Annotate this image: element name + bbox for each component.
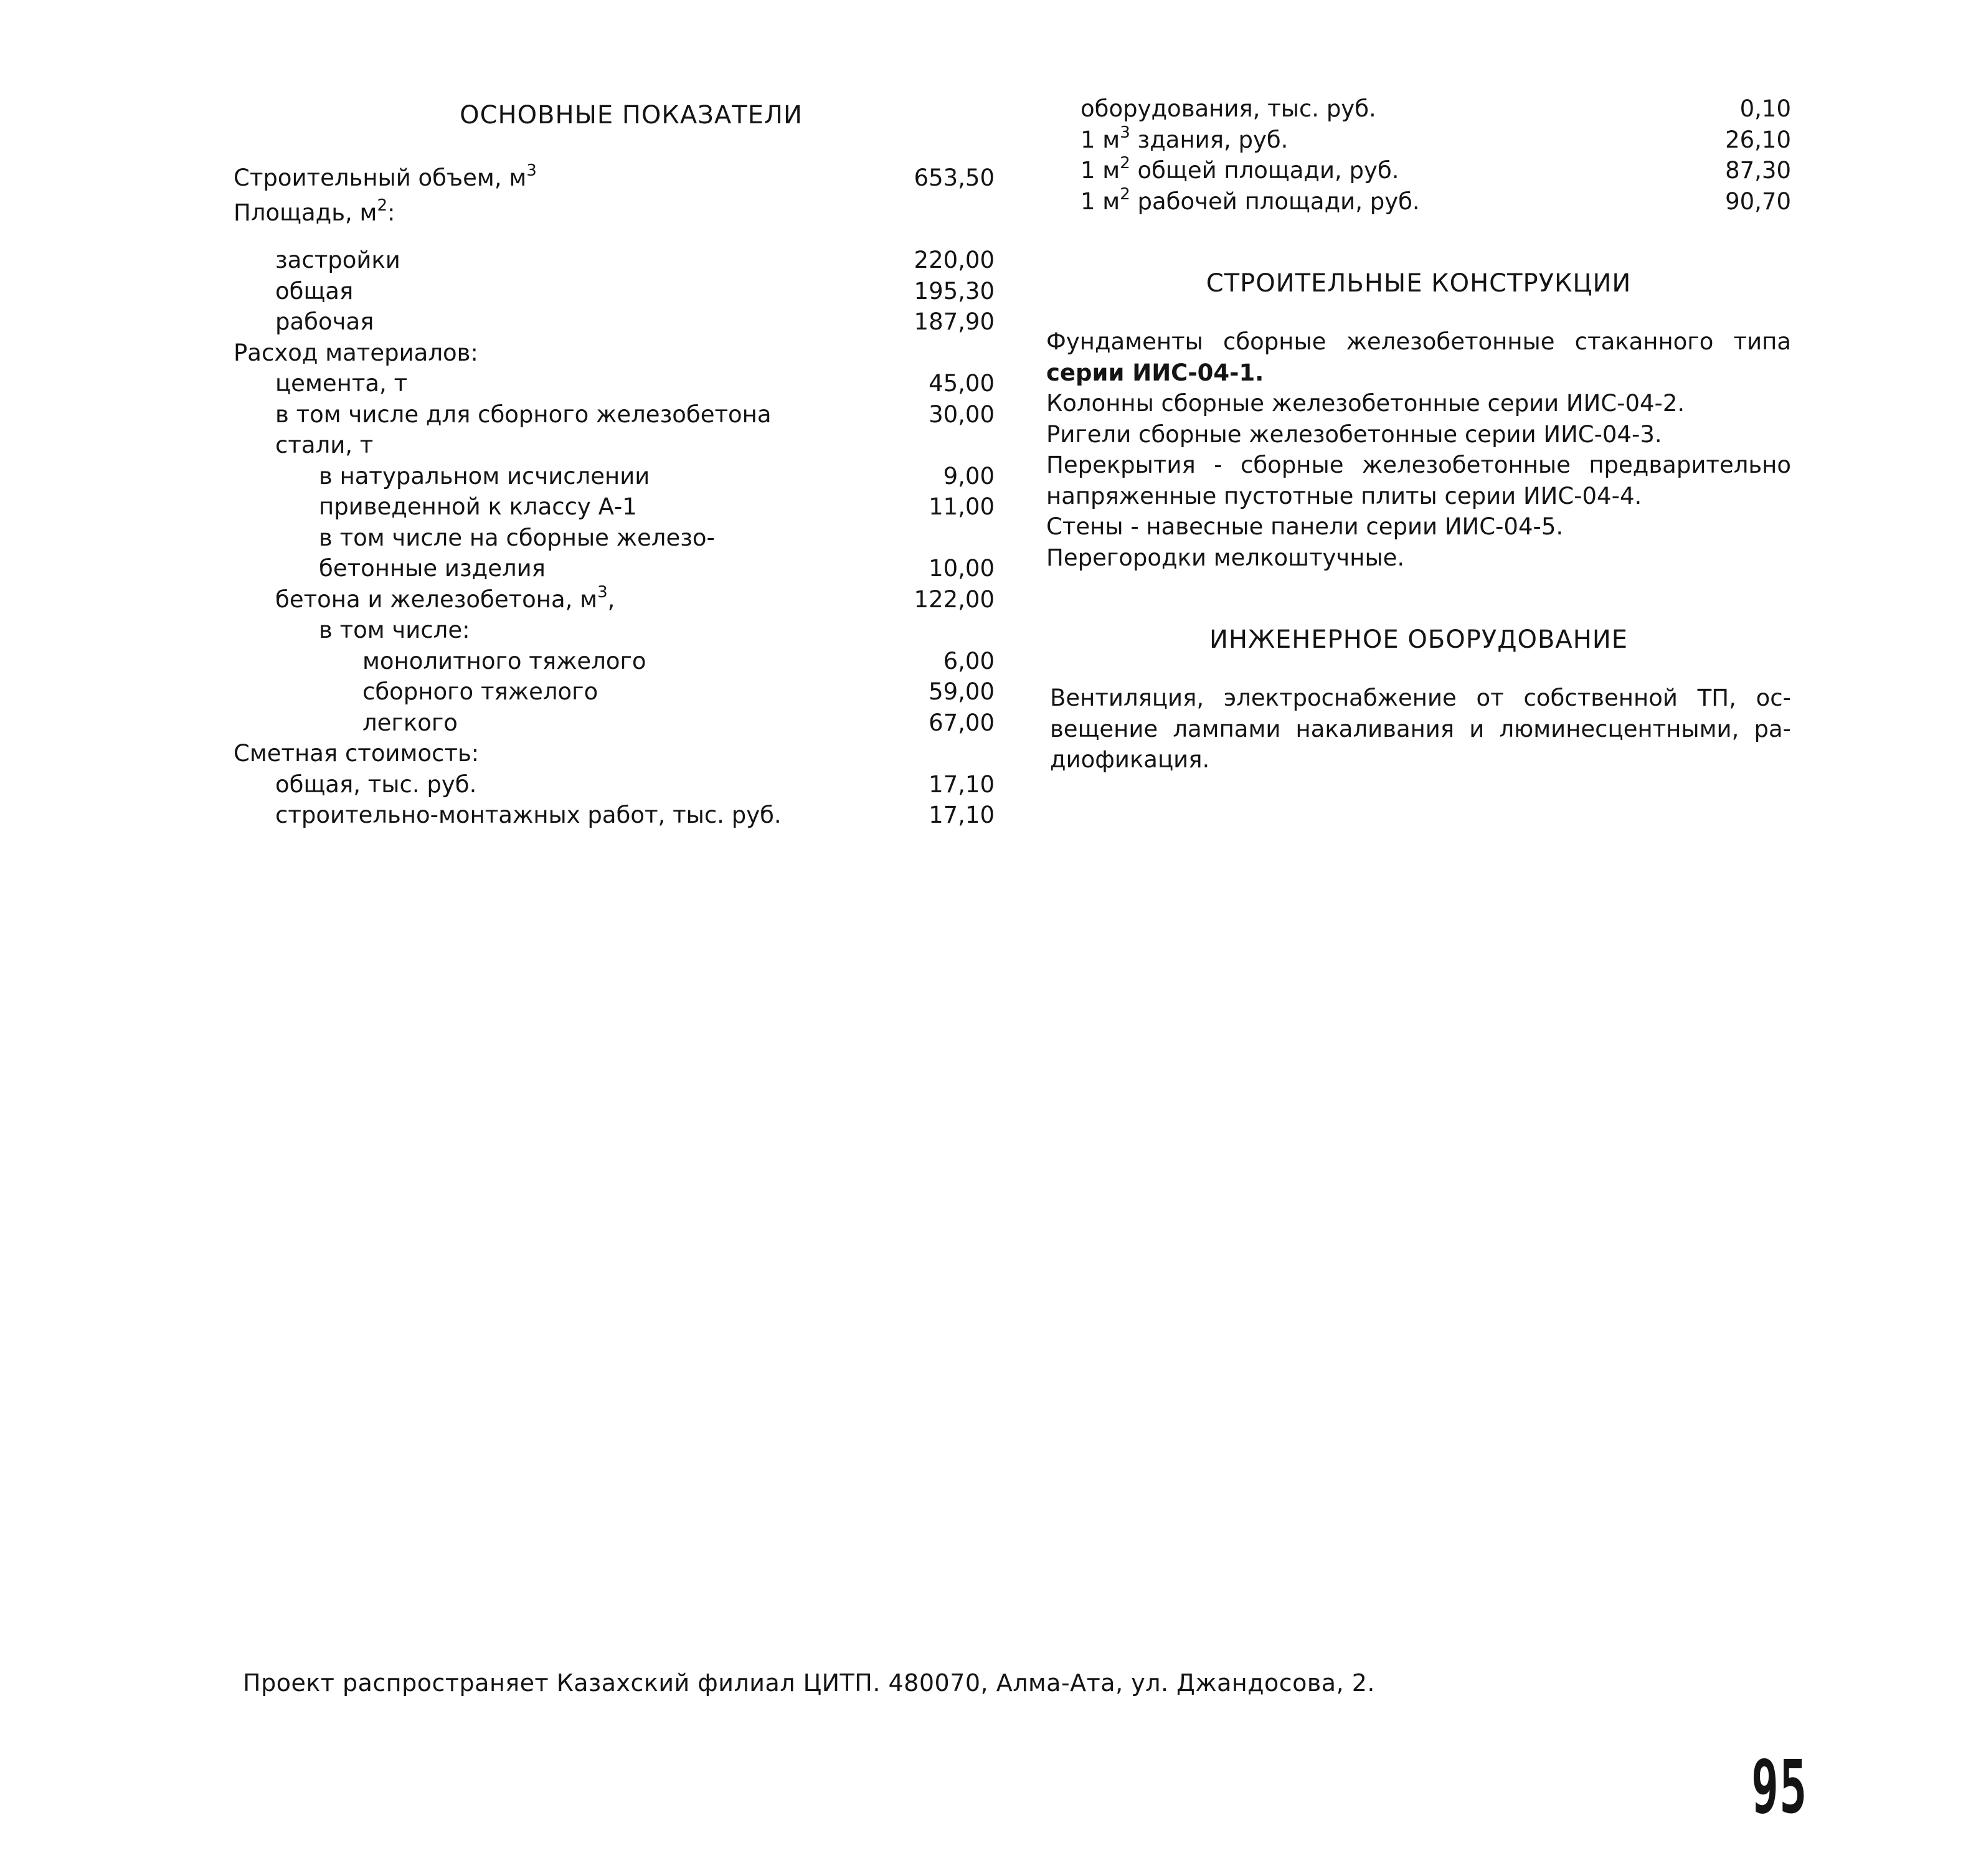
row-label: общая (275, 277, 354, 305)
row-label: цемента, т (275, 370, 408, 397)
text-line: Перегородки мелкоштучные. (1046, 544, 1405, 571)
table-row (234, 461, 995, 492)
row-label: Расход материалов: (234, 339, 478, 366)
row-label: рабочая (275, 308, 374, 335)
row-value: 11,00 (929, 493, 995, 520)
row-label: строительно-монтажных работ, тыс. руб. (275, 802, 782, 828)
row-label: Строительный объем, м (234, 164, 527, 191)
table-row (234, 708, 995, 739)
table-row (234, 338, 995, 369)
row-label: Площадь, м (234, 199, 377, 226)
unit-superscript: 2 (377, 196, 388, 215)
unit-superscript: 3 (1120, 123, 1130, 142)
row-label: общая, тыс. руб. (275, 770, 477, 798)
row-label: 1 м (1080, 126, 1120, 153)
table-row (1046, 186, 1791, 217)
row-label: в том числе на сборные железо- (319, 524, 715, 551)
engineering-text (1050, 683, 1791, 775)
table-row (234, 491, 995, 523)
text-line: Перекрытия - сборные железобетонные предварительно (1046, 452, 1791, 478)
row-value: 9,00 (943, 462, 995, 490)
left-column (234, 93, 995, 831)
row-value: 187,90 (914, 308, 995, 335)
text-line: серии ИИС-04-1. (1046, 359, 1264, 386)
table-row (234, 615, 995, 646)
row-suffix: , (607, 585, 615, 613)
table-row (1046, 155, 1791, 186)
row-label: монолитного тяжелого (362, 647, 646, 675)
row-suffix: здания, руб. (1130, 126, 1289, 153)
table-row (234, 553, 995, 584)
row-label: 1 м (1080, 157, 1120, 184)
text-line: Вентиляция, электроснабжение от собственной ТП, ос- (1050, 685, 1791, 711)
table-row (234, 399, 995, 430)
table-row (234, 800, 995, 831)
table-row (234, 523, 995, 554)
row-value: 30,00 (929, 400, 995, 428)
text-line: напряженные пустотные плиты серии ИИС-04-4. (1046, 482, 1642, 509)
row-label: в том числе: (319, 617, 470, 643)
table-row (234, 584, 995, 615)
row-suffix: : (387, 199, 395, 226)
table-row (234, 197, 995, 245)
table-row (234, 676, 995, 708)
table-row (234, 738, 995, 769)
row-value: 0,10 (1739, 95, 1791, 122)
table-row (234, 159, 995, 197)
row-value: 67,00 (929, 709, 995, 736)
row-value: 220,00 (914, 247, 995, 273)
right-column (1046, 93, 1794, 775)
table-row (234, 245, 995, 276)
structures-title: СТРОИТЕЛЬНЫЕ КОНСТРУКЦИИ (1206, 269, 1632, 298)
text-line: диофикация. (1050, 746, 1210, 773)
structures-text (1046, 326, 1791, 573)
unit-superscript: 2 (1120, 184, 1130, 204)
row-value: 653,50 (914, 164, 995, 191)
row-label: сборного тяжелого (362, 678, 598, 705)
table-row (234, 306, 995, 338)
row-label: легкого (362, 709, 458, 736)
row-value: 195,30 (914, 277, 995, 305)
table-row (1046, 93, 1791, 125)
text-line: Ригели сборные железобетонные серии ИИС-04-3. (1046, 420, 1662, 448)
row-value: 122,00 (914, 585, 995, 613)
text-line: Колонны сборные железобетонные серии ИИС-04-2. (1046, 390, 1685, 417)
row-label: оборудования, тыс. руб. (1080, 95, 1376, 122)
row-value: 10,00 (929, 555, 995, 582)
indicators-table (234, 159, 995, 831)
row-value: 26,10 (1725, 126, 1791, 153)
row-label: Сметная стоимость: (234, 740, 480, 767)
unit-superscript: 3 (526, 161, 537, 180)
text-line: Стены - навесные панели серии ИИС-04-5. (1046, 513, 1564, 540)
table-row (234, 646, 995, 677)
row-value: 59,00 (929, 678, 995, 705)
table-row (234, 276, 995, 307)
indicators-continued (1046, 93, 1791, 217)
table-row (234, 769, 995, 800)
row-label: в том числе для сборного железобетона (275, 400, 772, 428)
row-suffix: рабочей площади, руб. (1130, 187, 1420, 215)
row-value: 45,00 (929, 370, 995, 397)
row-suffix: общей площади, руб. (1130, 157, 1399, 184)
row-label: стали, т (275, 432, 374, 458)
unit-superscript: 2 (1120, 154, 1130, 173)
row-value: 17,10 (929, 802, 995, 828)
table-row (234, 368, 995, 399)
unit-superscript: 3 (597, 582, 608, 602)
distributor-note: Проект распространяет Казахский филиал ЦИТП. 480070, Алма-Ата, ул. Джандосова, 2. (243, 1669, 1375, 1697)
engineering-title: ИНЖЕНЕРНОЕ ОБОРУДОВАНИЕ (1209, 625, 1629, 654)
text-line: вещение лампами накаливания и люминесцентными, ра- (1050, 715, 1791, 742)
row-label: в натуральном исчислении (319, 462, 650, 490)
table-row (234, 430, 995, 461)
row-value: 17,10 (929, 770, 995, 798)
row-label: бетонные изделия (319, 555, 546, 582)
row-value: 87,30 (1725, 157, 1791, 184)
row-label: бетона и железобетона, м (275, 585, 598, 613)
row-label: застройки (275, 247, 400, 273)
row-label: 1 м (1080, 187, 1120, 215)
table-row (1046, 125, 1791, 156)
text-line: Фундаменты сборные железобетонные стаканного типа (1046, 328, 1791, 355)
page-number: 95 (1751, 1744, 1808, 1830)
row-value: 90,70 (1725, 187, 1791, 215)
row-label: приведенной к классу А-1 (319, 493, 637, 520)
row-value: 6,00 (943, 647, 995, 675)
basic-indicators-title: ОСНОВНЫЕ ПОКАЗАТЕЛИ (460, 101, 803, 130)
